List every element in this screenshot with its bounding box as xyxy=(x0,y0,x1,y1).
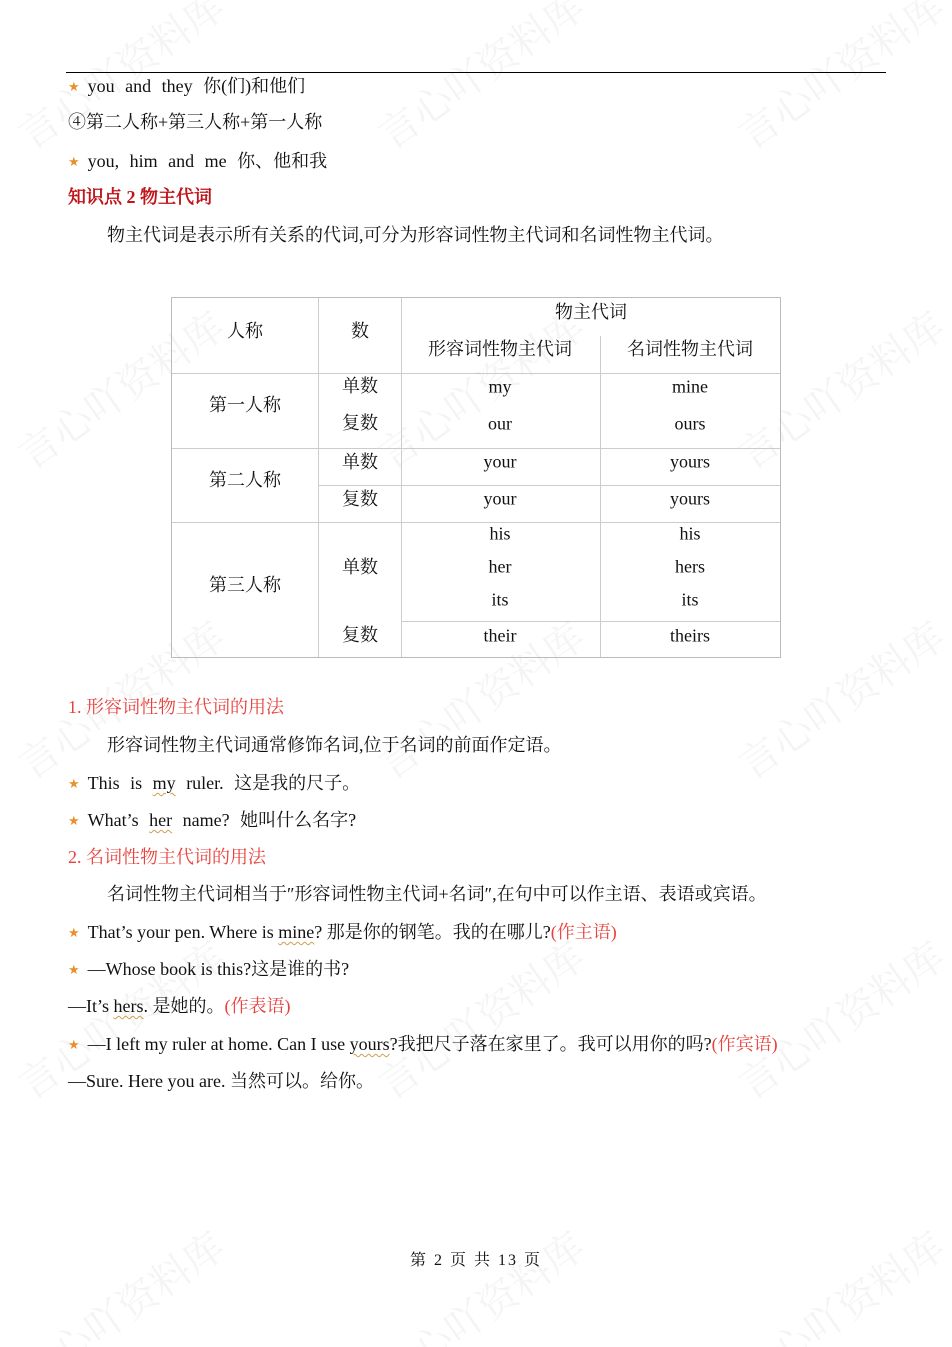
cell: mine xyxy=(672,376,708,397)
cell: your xyxy=(483,451,517,472)
text: ?我把尺子落在家里了。我可以用你的吗? xyxy=(389,1034,712,1054)
star-bullet-icon: ★ xyxy=(68,79,80,94)
example-line xyxy=(68,957,349,982)
text: ruler. 这是我的尺子。 xyxy=(175,773,361,793)
watermark xyxy=(725,926,952,1110)
cell: its xyxy=(491,589,509,610)
underlined-word: mine xyxy=(278,922,315,942)
cell: my xyxy=(488,376,512,397)
star-bullet-icon: ★ xyxy=(68,154,80,169)
header-number: 数 xyxy=(351,321,369,341)
plural: 复数 xyxy=(342,489,378,509)
text: —It’s xyxy=(68,996,114,1016)
header-possessive: 物主代词 xyxy=(555,302,627,322)
example-line xyxy=(68,149,327,174)
chinese-text: 你、他和我 xyxy=(237,151,328,171)
star-bullet-icon: ★ xyxy=(68,776,80,791)
grammar-note: (作主语) xyxy=(550,922,617,942)
watermark xyxy=(365,0,594,161)
cell: his xyxy=(679,523,701,544)
cell: her xyxy=(488,556,512,577)
cell: its xyxy=(681,589,699,610)
subsection-desc: 名词性物主代词相当于″形容词性物主代词+名词″,在句中可以作主语、表语或宾语。 xyxy=(107,884,767,904)
example-line xyxy=(68,74,305,99)
star-bullet-icon: ★ xyxy=(68,925,80,940)
first-person: 第一人称 xyxy=(209,395,281,415)
example-line xyxy=(68,920,617,945)
header-adjective: 形容词性物主代词 xyxy=(428,339,572,359)
cell: hers xyxy=(675,556,705,577)
header-person: 人称 xyxy=(227,321,263,341)
text: —Sure. Here you are. 当然可以。给你。 xyxy=(68,1071,374,1091)
watermark xyxy=(365,926,594,1110)
cell: ours xyxy=(674,413,706,434)
cell: our xyxy=(488,413,512,434)
text: This is xyxy=(87,773,153,793)
page-footer: 第 2 页 共 13 页 xyxy=(409,1252,542,1269)
header-rule xyxy=(66,72,886,73)
subsection-heading: 2. 名词性物主代词的用法 xyxy=(68,847,266,867)
star-bullet-icon: ★ xyxy=(68,962,80,977)
underlined-word: her xyxy=(149,810,173,830)
text: . 是她的。 xyxy=(143,996,225,1016)
subsection-desc: 形容词性物主代词通常修饰名词,位于名词的前面作定语。 xyxy=(107,735,562,755)
watermark xyxy=(5,1216,234,1347)
cell: yours xyxy=(670,451,710,472)
star-bullet-icon: ★ xyxy=(68,1037,80,1052)
text: —Whose book is this?这是谁的书? xyxy=(87,959,350,979)
underlined-word: yours xyxy=(349,1034,390,1054)
watermark xyxy=(725,1216,952,1347)
singular: 单数 xyxy=(342,557,378,577)
text: name? 她叫什么名字? xyxy=(172,810,357,830)
text: What’s xyxy=(87,810,150,830)
plural: 复数 xyxy=(342,625,378,645)
example-line xyxy=(68,1069,374,1093)
third-person: 第三人称 xyxy=(209,575,281,595)
example-line xyxy=(68,771,360,796)
watermark xyxy=(725,0,952,161)
star-bullet-icon: ★ xyxy=(68,813,80,828)
cell: your xyxy=(483,488,517,509)
rule-line: ④第二人称+第三人称+第一人称 xyxy=(68,112,323,132)
english-text: you and they xyxy=(87,76,193,96)
cell: theirs xyxy=(670,625,710,646)
underlined-word: hers xyxy=(113,996,144,1016)
text: —I left my ruler at home. Can I use xyxy=(87,1034,350,1054)
chinese-text: 你(们)和他们 xyxy=(203,76,306,96)
watermark xyxy=(365,1216,594,1347)
plural: 复数 xyxy=(342,413,378,433)
text: That’s your pen. Where is xyxy=(87,922,279,942)
example-line xyxy=(68,994,291,1018)
second-person: 第二人称 xyxy=(209,470,281,490)
english-text: you, him and me xyxy=(87,151,227,171)
grammar-note: (作表语) xyxy=(224,996,291,1016)
grammar-note: (作宾语) xyxy=(711,1034,778,1054)
cell: their xyxy=(483,625,517,646)
example-line xyxy=(68,1032,778,1057)
text: ? 那是你的钢笔。我的在哪儿? xyxy=(314,922,551,942)
underlined-word: my xyxy=(152,773,176,793)
singular: 单数 xyxy=(342,452,378,472)
cell: yours xyxy=(670,488,710,509)
header-noun: 名词性物主代词 xyxy=(627,339,753,359)
section-heading: 知识点 2 物主代词 xyxy=(68,187,212,207)
subsection-heading: 1. 形容词性物主代词的用法 xyxy=(68,697,284,717)
example-line xyxy=(68,808,356,833)
cell: his xyxy=(489,523,511,544)
possessive-pronoun-table xyxy=(171,297,781,658)
singular: 单数 xyxy=(342,376,378,396)
intro-paragraph: 物主代词是表示所有关系的代词,可分为形容词性物主代词和名词性物主代词。 xyxy=(107,225,724,245)
